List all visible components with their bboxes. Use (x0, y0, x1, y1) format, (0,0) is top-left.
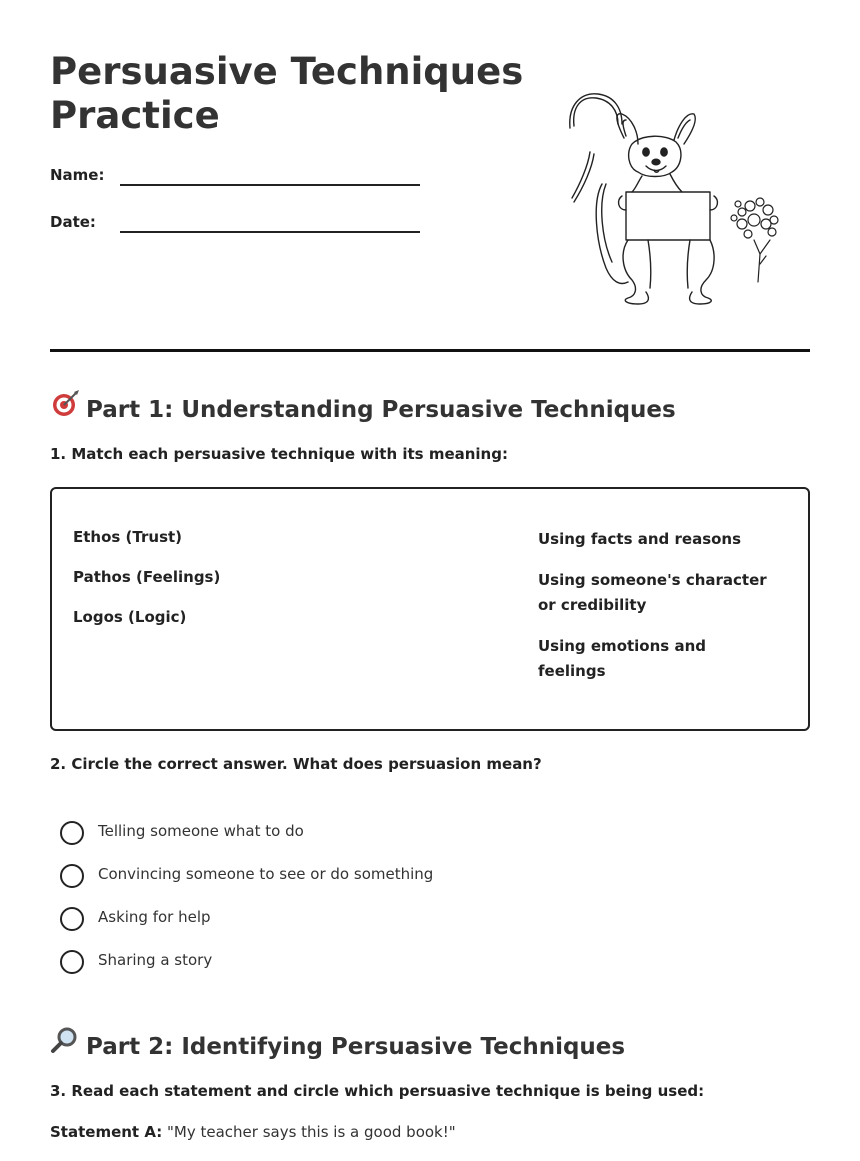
option-label: Sharing a story (98, 951, 213, 969)
meaning-emotions[interactable]: Using emotions and feelings (538, 637, 706, 680)
part1-title: Part 1: Understanding Persuasive Techniques (86, 397, 676, 423)
option-label: Telling someone what to do (98, 822, 304, 840)
date-line[interactable] (120, 231, 420, 233)
header-divider (50, 349, 810, 352)
statement-a-text: "My teacher says this is a good book!" (166, 1123, 456, 1141)
statement-a (50, 1123, 456, 1141)
meaning-character[interactable]: Using someone's character or credibility (538, 571, 767, 614)
dart-target-icon (50, 389, 80, 423)
page-title: Persuasive Techniques Practice (50, 50, 524, 137)
statement-a-label: Statement A: (50, 1123, 163, 1141)
part2-heading (50, 1026, 625, 1060)
radio-circle[interactable] (60, 907, 84, 931)
technique-logos[interactable]: Logos (Logic) (73, 608, 187, 626)
radio-circle[interactable] (60, 864, 84, 888)
part1-heading (50, 389, 676, 423)
meanings-column (538, 527, 778, 700)
techniques-column (73, 527, 220, 647)
radio-circle[interactable] (60, 950, 84, 974)
name-line[interactable] (120, 184, 420, 186)
matching-box (50, 487, 810, 731)
date-label: Date: (50, 213, 96, 231)
meaning-facts[interactable]: Using facts and reasons (538, 530, 742, 548)
technique-pathos[interactable]: Pathos (Feelings) (73, 568, 221, 586)
part2-title: Part 2: Identifying Persuasive Techniques (86, 1034, 626, 1060)
radio-circle[interactable] (60, 821, 84, 845)
question-1: 1. Match each persuasive technique with its meaning: (50, 445, 508, 463)
magnifying-glass-icon (50, 1026, 80, 1060)
name-label: Name: (50, 166, 105, 184)
option-label: Convincing someone to see or do something (98, 865, 434, 883)
name-field[interactable] (50, 166, 420, 196)
question-3: 3. Read each statement and circle which persuasive technique is being used: (50, 1082, 705, 1100)
question-2: 2. Circle the correct answer. What does persuasion mean? (50, 755, 542, 773)
option-label: Asking for help (98, 908, 211, 926)
date-field[interactable] (50, 213, 420, 243)
technique-ethos[interactable]: Ethos (Trust) (73, 528, 183, 546)
tree-icon (724, 194, 782, 284)
